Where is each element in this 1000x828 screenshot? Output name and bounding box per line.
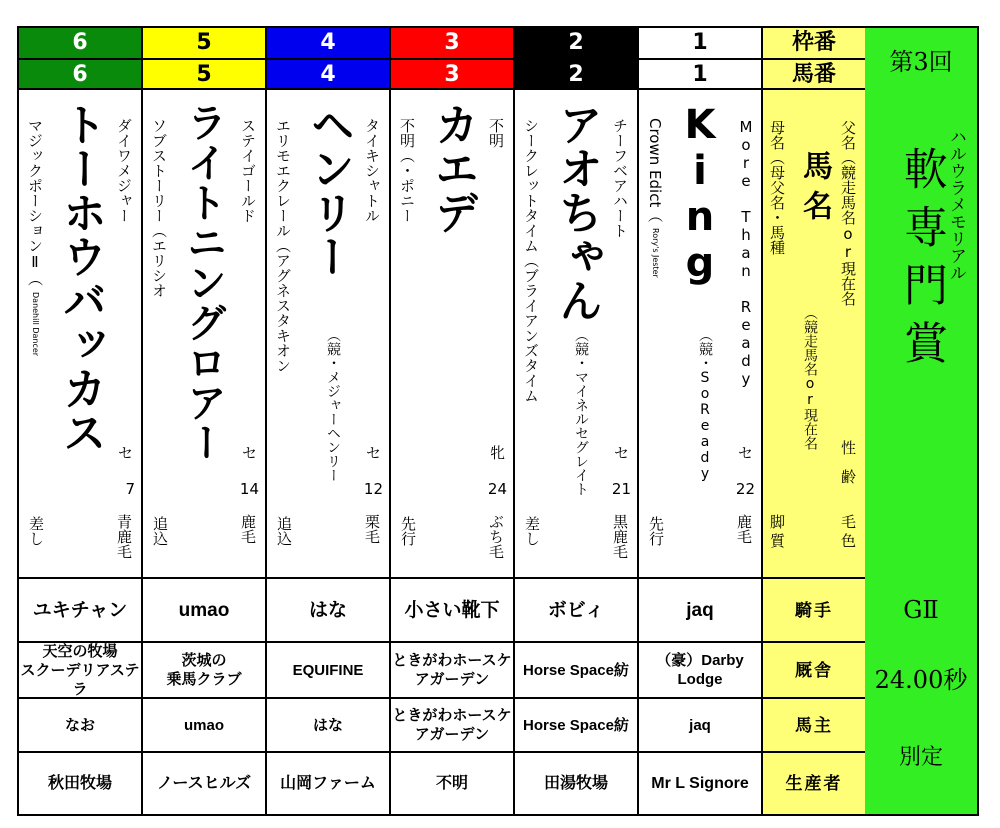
- horse-column-1: [639, 28, 763, 814]
- horse-age: 21: [611, 480, 631, 498]
- horse-age: 14: [239, 480, 259, 498]
- horse-age: 24: [487, 480, 507, 498]
- dam-name: Crown Edict（Rory's Jester: [646, 118, 664, 279]
- coat-color: 青鹿毛: [115, 514, 133, 559]
- trainer-name: ときがわホースケ アガーデン: [391, 643, 513, 699]
- legend-owner: 馬主: [763, 699, 865, 753]
- race-time: 24.00秒: [874, 666, 968, 694]
- waku-number: 3: [391, 28, 513, 60]
- jockey-name: umao: [143, 579, 265, 643]
- race-memorial: ハルウラメモリアル: [946, 128, 966, 281]
- breeder-name: ノースヒルズ: [156, 775, 252, 792]
- racing-name-note: （競・メジャーヘンリー: [325, 328, 341, 482]
- coat-color: 栗毛: [363, 514, 381, 544]
- horse-info: [515, 90, 637, 579]
- dam-name: 不明（・ポニー: [398, 118, 416, 223]
- coat-color: ぶち毛: [487, 514, 505, 559]
- trainer-name: 天空の牧場 スクーデリアステラ: [20, 642, 140, 698]
- horse-column-4: [267, 28, 391, 814]
- legend-sex-age: 性齢: [839, 440, 857, 498]
- legend-note: （競走馬名or現在名: [802, 306, 818, 450]
- legend-umaban: 馬番: [763, 60, 865, 90]
- jockey-name: ボビィ: [515, 579, 637, 643]
- legend-color: 毛色: [839, 514, 857, 552]
- horse-column-5: [143, 28, 267, 814]
- waku-number: 4: [267, 28, 389, 60]
- jockey-name: はな: [267, 579, 389, 643]
- horse-info: [639, 90, 761, 579]
- dam-name: シークレットタイム（ブライアンズタイム: [522, 118, 540, 403]
- legend-info: [763, 90, 865, 579]
- running-style: 追込: [275, 516, 293, 546]
- jockey-name: 小さい靴下: [391, 579, 513, 643]
- owner-name: Horse Space紡: [515, 699, 637, 753]
- sire-name: タイキシャトル: [363, 118, 381, 223]
- horse-sex: セ: [117, 444, 133, 462]
- race-grade: GⅡ: [903, 596, 939, 624]
- breeder-name: 田湯牧場: [543, 775, 608, 792]
- horse-sex: セ: [241, 444, 257, 462]
- owner-name: はな: [267, 699, 389, 753]
- trainer-name: 茨城の 乗馬クラブ: [143, 643, 265, 699]
- jockey-name: jaq: [639, 579, 761, 643]
- broodmare-sire: Rory's Jester: [651, 228, 660, 279]
- dam-name: エリモエクレール（アグネスタキオン: [274, 118, 292, 373]
- horse-info: [391, 90, 513, 579]
- sire-name: 不明: [487, 118, 505, 148]
- coat-color: 黒鹿毛: [611, 514, 629, 559]
- umaban-number: 5: [143, 60, 265, 90]
- trainer-name: EQUIFINE: [267, 643, 389, 699]
- horse-sex: 牝: [489, 444, 505, 462]
- horse-info: [19, 90, 141, 579]
- waku-number: 1: [639, 28, 761, 60]
- horse-name: King: [677, 102, 723, 286]
- breeder-name: 不明: [435, 775, 468, 792]
- jockey-name: ユキチャン: [19, 579, 141, 643]
- umaban-number: 4: [267, 60, 389, 90]
- legend-name: 馬名: [797, 150, 832, 230]
- running-style: 先行: [647, 516, 665, 546]
- race-title: 軟専門賞: [896, 146, 947, 378]
- breeder-name: 山岡ファーム: [280, 775, 376, 792]
- horse-column-2: [515, 28, 639, 814]
- horse-column-6: [19, 28, 143, 814]
- breeder-name: Mr L Signore: [651, 775, 749, 792]
- horse-name: ライトニングロアー: [180, 102, 227, 462]
- race-weight: 別定: [898, 745, 943, 770]
- horse-sex: セ: [365, 444, 381, 462]
- horse-sex: セ: [737, 444, 753, 462]
- owner-name: ときがわホースケ アガーデン: [391, 699, 513, 753]
- horse-name: トーホウバッカス: [55, 102, 106, 454]
- racing-name-note: （競・マイネルセグレイト: [573, 328, 589, 496]
- horse-info: [267, 90, 389, 579]
- legend-style: 脚質: [768, 514, 786, 552]
- waku-number: 2: [515, 28, 637, 60]
- umaban-number: 1: [639, 60, 761, 90]
- running-style: 差し: [523, 516, 541, 546]
- owner-name: なお: [19, 699, 141, 753]
- umaban-number: 2: [515, 60, 637, 90]
- umaban-number: 3: [391, 60, 513, 90]
- running-style: 追込: [151, 516, 169, 546]
- trainer-name: Horse Space紡: [515, 643, 637, 699]
- waku-number: 6: [19, 28, 141, 60]
- coat-color: 鹿毛: [735, 514, 753, 544]
- horse-info: [143, 90, 265, 579]
- owner-name: umao: [143, 699, 265, 753]
- horse-name: ヘンリー: [303, 102, 354, 278]
- waku-number: 5: [143, 28, 265, 60]
- running-style: 差し: [27, 516, 45, 546]
- broodmare-sire: Danehill Dancer: [31, 292, 40, 357]
- breeder-name: 秋田牧場: [47, 775, 112, 792]
- race-edition: 第3回: [889, 48, 953, 76]
- sire-name: ダイワメジャー: [115, 118, 133, 223]
- legend-trainer: 厩舎: [763, 643, 865, 699]
- legend-jockey: 騎手: [763, 579, 865, 643]
- sire-name: More Than Ready: [737, 118, 755, 388]
- legend-breeder: 生産者: [785, 774, 843, 793]
- race-info-panel: [865, 28, 977, 814]
- racing-name-note: （競・SoReady: [697, 328, 713, 482]
- horse-age: 7: [125, 480, 135, 498]
- coat-color: 鹿毛: [239, 514, 257, 544]
- legend-dam: 母名（母父名・馬種: [768, 120, 786, 255]
- horse-sex: セ: [613, 444, 629, 462]
- legend-sire: 父名（競走馬名or現在名: [839, 120, 857, 306]
- horse-name: アオちゃん: [551, 102, 602, 322]
- legend-column: [763, 28, 865, 814]
- dam-name: マジックポーションⅡ（Danehill Dancer: [26, 118, 44, 357]
- horse-column-3: [391, 28, 515, 814]
- running-style: 先行: [399, 516, 417, 546]
- trainer-name: （豪）Darby Lodge: [639, 643, 761, 699]
- sire-name: チーフベアハート: [611, 118, 629, 238]
- dam-name: ソブストーリー（エリシオ: [150, 118, 168, 298]
- race-card: [17, 26, 979, 816]
- horse-age: 22: [735, 480, 755, 498]
- sire-name: ステイゴールド: [239, 118, 257, 223]
- legend-waku: 枠番: [763, 28, 865, 60]
- horse-name: カエデ: [427, 102, 478, 234]
- owner-name: jaq: [639, 699, 761, 753]
- horse-age: 12: [363, 480, 383, 498]
- umaban-number: 6: [19, 60, 141, 90]
